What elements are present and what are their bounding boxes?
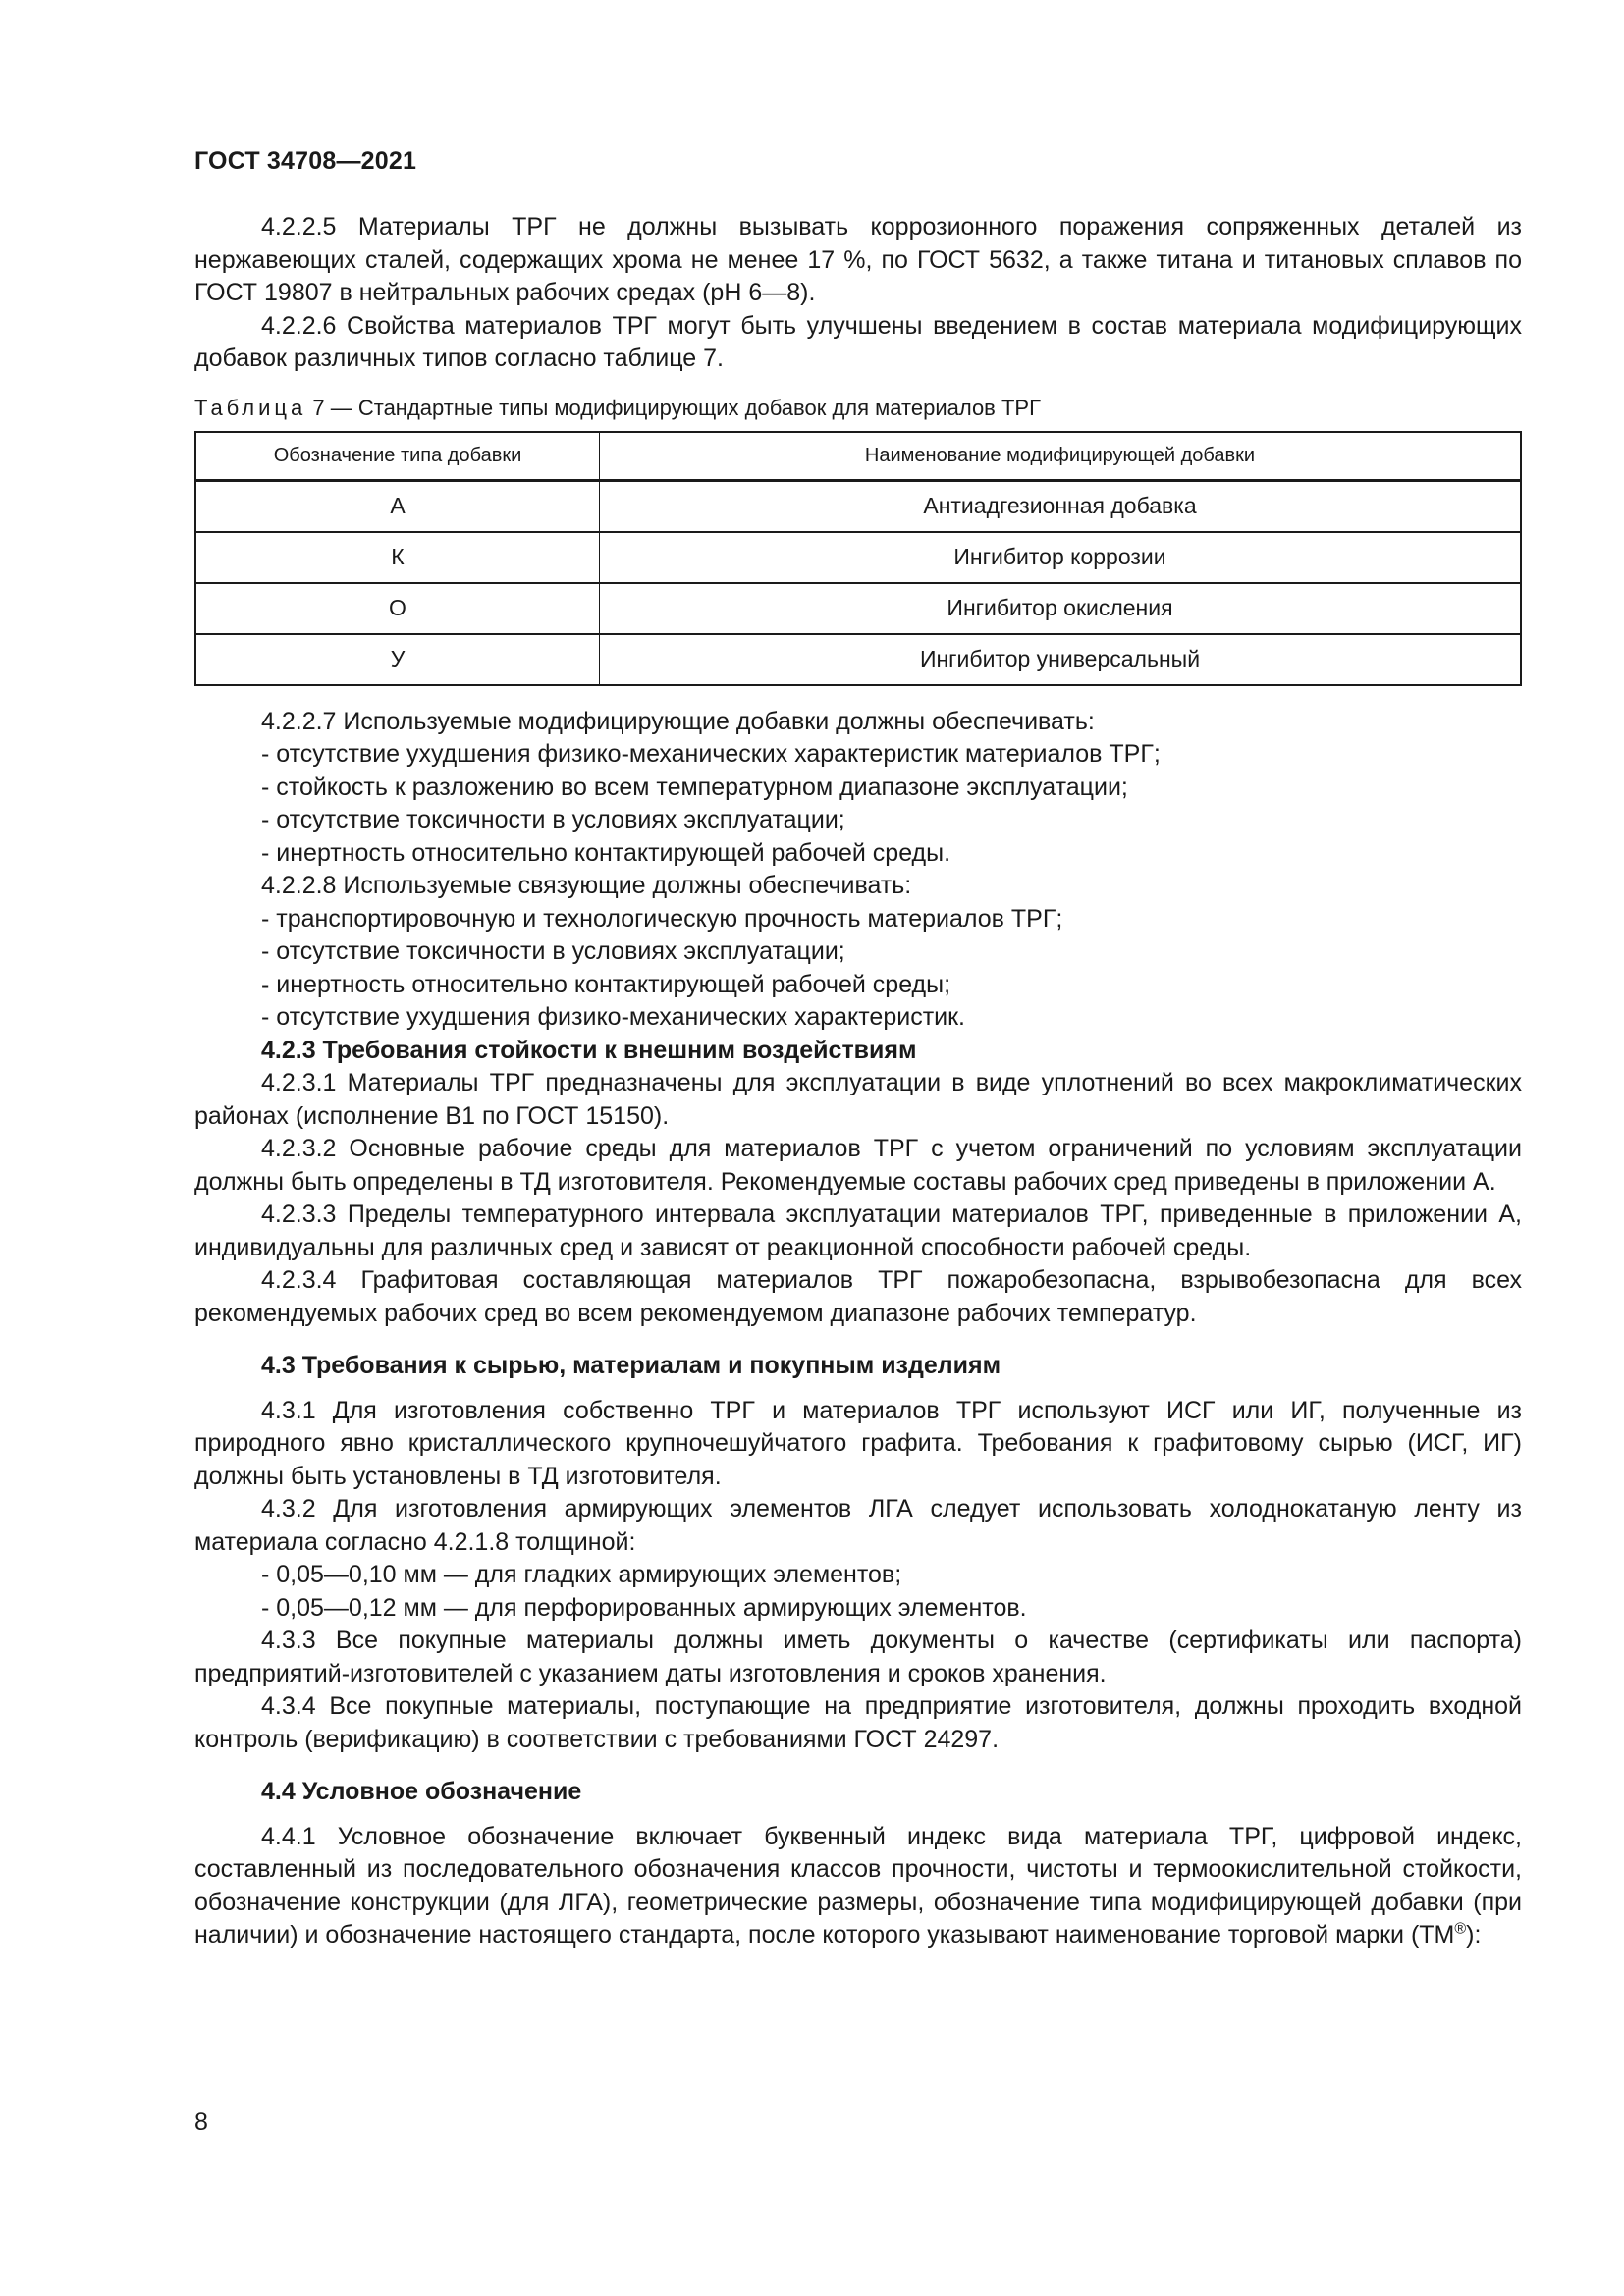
table-cell-code: К — [195, 532, 600, 583]
table-row — [195, 480, 1521, 532]
heading-4-2-3: 4.2.3 Требования стойкости к внешним воздействиям — [261, 1036, 917, 1064]
page-number: 8 — [194, 2109, 208, 2136]
paragraph-4-3-2: 4.3.2 Для изготовления армирующих элементов ЛГА следует использовать холоднокатаную ленту из материала согласно 4.2.1.8 толщиной: — [194, 1495, 1522, 1556]
document-page — [194, 147, 1522, 1952]
table-cell-code: У — [195, 634, 600, 685]
table-cell-name: Ингибитор универсальный — [600, 634, 1522, 685]
table-row — [195, 634, 1521, 685]
paragraph-4-3-1: 4.3.1 Для изготовления собственно ТРГ и материалов ТРГ используют ИСГ или ИГ, полученные из природного явно кристаллического крупночешуйчатого графита. Требования к графитовому сырью (ИСГ, ИГ) должны быть установлены в ТД изготовителя. — [194, 1396, 1522, 1490]
list-item: - транспортировочную и технологическую прочность материалов ТРГ; — [261, 904, 1063, 933]
table-cell-code: А — [195, 480, 600, 532]
paragraph-4-4-1 — [194, 1821, 1522, 1952]
document-number-header: ГОСТ 34708—2021 — [194, 147, 417, 175]
list-item: - инертность относительно контактирующей рабочей среды; — [261, 970, 951, 998]
list-item: - 0,05—0,12 мм — для перфорированных армирующих элементов. — [261, 1593, 1027, 1622]
paragraph-4-2-3-2: 4.2.3.2 Основные рабочие среды для материалов ТРГ с учетом ограничений по условиям эксплуатации должны быть определены в ТД изготовителя. Рекомендуемые составы рабочих сред приведены в приложении А. — [194, 1135, 1522, 1196]
table-cell-name: Ингибитор коррозии — [600, 532, 1522, 583]
table-caption-title: 7 — Стандартные типы модифицирующих добавок для материалов ТРГ — [312, 395, 1041, 420]
table-header-cell: Наименование модифицирующей добавки — [600, 432, 1522, 481]
paragraph-4-4-1-text: 4.4.1 Условное обозначение включает буквенный индекс вида материала ТРГ, цифровой индекс, составленный из последовательного обозначения классов прочности, чистоты и термоокислительной стойкости, обозначение конструкции (для ЛГА), геометрические размеры, обозначение типа модифицирующей добавки (при наличии) и обозначение настоящего стандарта, после которого указывают наименование торговой марки (ТМ — [194, 1822, 1522, 1949]
table-caption-word: Таблица — [194, 395, 307, 420]
heading-4-4: 4.4 Условное обозначение — [261, 1778, 582, 1805]
list-item: - инертность относительно контактирующей рабочей среды. — [261, 838, 951, 867]
paragraph-4-3-4: 4.3.4 Все покупные материалы, поступающие на предприятие изготовителя, должны проходить входной контроль (верификацию) в соответствии с требованиями ГОСТ 24297. — [194, 1692, 1522, 1753]
additive-types-table — [194, 431, 1522, 686]
list-item: - отсутствие токсичности в условиях эксплуатации; — [261, 937, 845, 965]
heading-4-3: 4.3 Требования к сырью, материалам и покупным изделиям — [261, 1352, 1001, 1379]
list-item: - отсутствие ухудшения физико-механических характеристик материалов ТРГ; — [261, 740, 1161, 768]
paragraph-4-2-2-7: 4.2.2.7 Используемые модифицирующие добавки должны обеспечивать: — [261, 707, 1095, 735]
paragraph-4-2-3-1: 4.2.3.1 Материалы ТРГ предназначены для эксплуатации в виде уплотнений во всех макроклиматических районах (исполнение В1 по ГОСТ 15150). — [194, 1069, 1522, 1130]
table-header-cell: Обозначение типа добавки — [195, 432, 600, 481]
paragraph-4-2-3-4: 4.2.3.4 Графитовая составляющая материалов ТРГ пожаробезопасна, взрывобезопасна для всех рекомендуемых рабочих сред во всем рекомендуемом диапазоне рабочих температур. — [194, 1266, 1522, 1327]
table-cell-name: Антиадгезионная добавка — [600, 480, 1522, 532]
paragraph-4-2-2-6: 4.2.2.6 Свойства материалов ТРГ могут быть улучшены введением в состав материала модифицирующих добавок различных типов согласно таблице 7. — [194, 311, 1522, 372]
table-header-row — [195, 432, 1521, 481]
paragraph-4-2-2-8: 4.2.2.8 Используемые связующие должны обеспечивать: — [261, 872, 912, 899]
registered-trademark-sign: ® — [1454, 1920, 1467, 1938]
table-caption — [194, 394, 1522, 423]
paragraph-4-3-3: 4.3.3 Все покупные материалы должны иметь документы о качестве (сертификаты или паспорта) предприятий-изготовителей с указанием даты изготовления и сроков хранения. — [194, 1627, 1522, 1687]
list-item: - отсутствие ухудшения физико-механических характеристик. — [261, 1003, 965, 1031]
table-row — [195, 532, 1521, 583]
list-item: - отсутствие токсичности в условиях эксплуатации; — [261, 806, 845, 833]
paragraph-4-2-3-3: 4.2.3.3 Пределы температурного интервала эксплуатации материалов ТРГ, приведенные в приложении А, индивидуальны для различных сред и зависят от реакционной способности рабочей среды. — [194, 1201, 1522, 1261]
paragraph-4-2-2-5: 4.2.2.5 Материалы ТРГ не должны вызывать коррозионного поражения сопряженных деталей из нержавеющих сталей, содержащих хрома не менее 17 %, по ГОСТ 5632, а также титана и титановых сплавов по ГОСТ 19807 в нейтральных рабочих средах (pH 6—8). — [194, 213, 1522, 306]
table-row — [195, 583, 1521, 634]
list-item: - 0,05—0,10 мм — для гладких армирующих элементов; — [261, 1561, 902, 1588]
table-cell-name: Ингибитор окисления — [600, 583, 1522, 634]
paragraph-4-4-1-end: ): — [1466, 1921, 1482, 1949]
list-item: - стойкость к разложению во всем температурном диапазоне эксплуатации; — [261, 773, 1128, 801]
table-cell-code: О — [195, 583, 600, 634]
